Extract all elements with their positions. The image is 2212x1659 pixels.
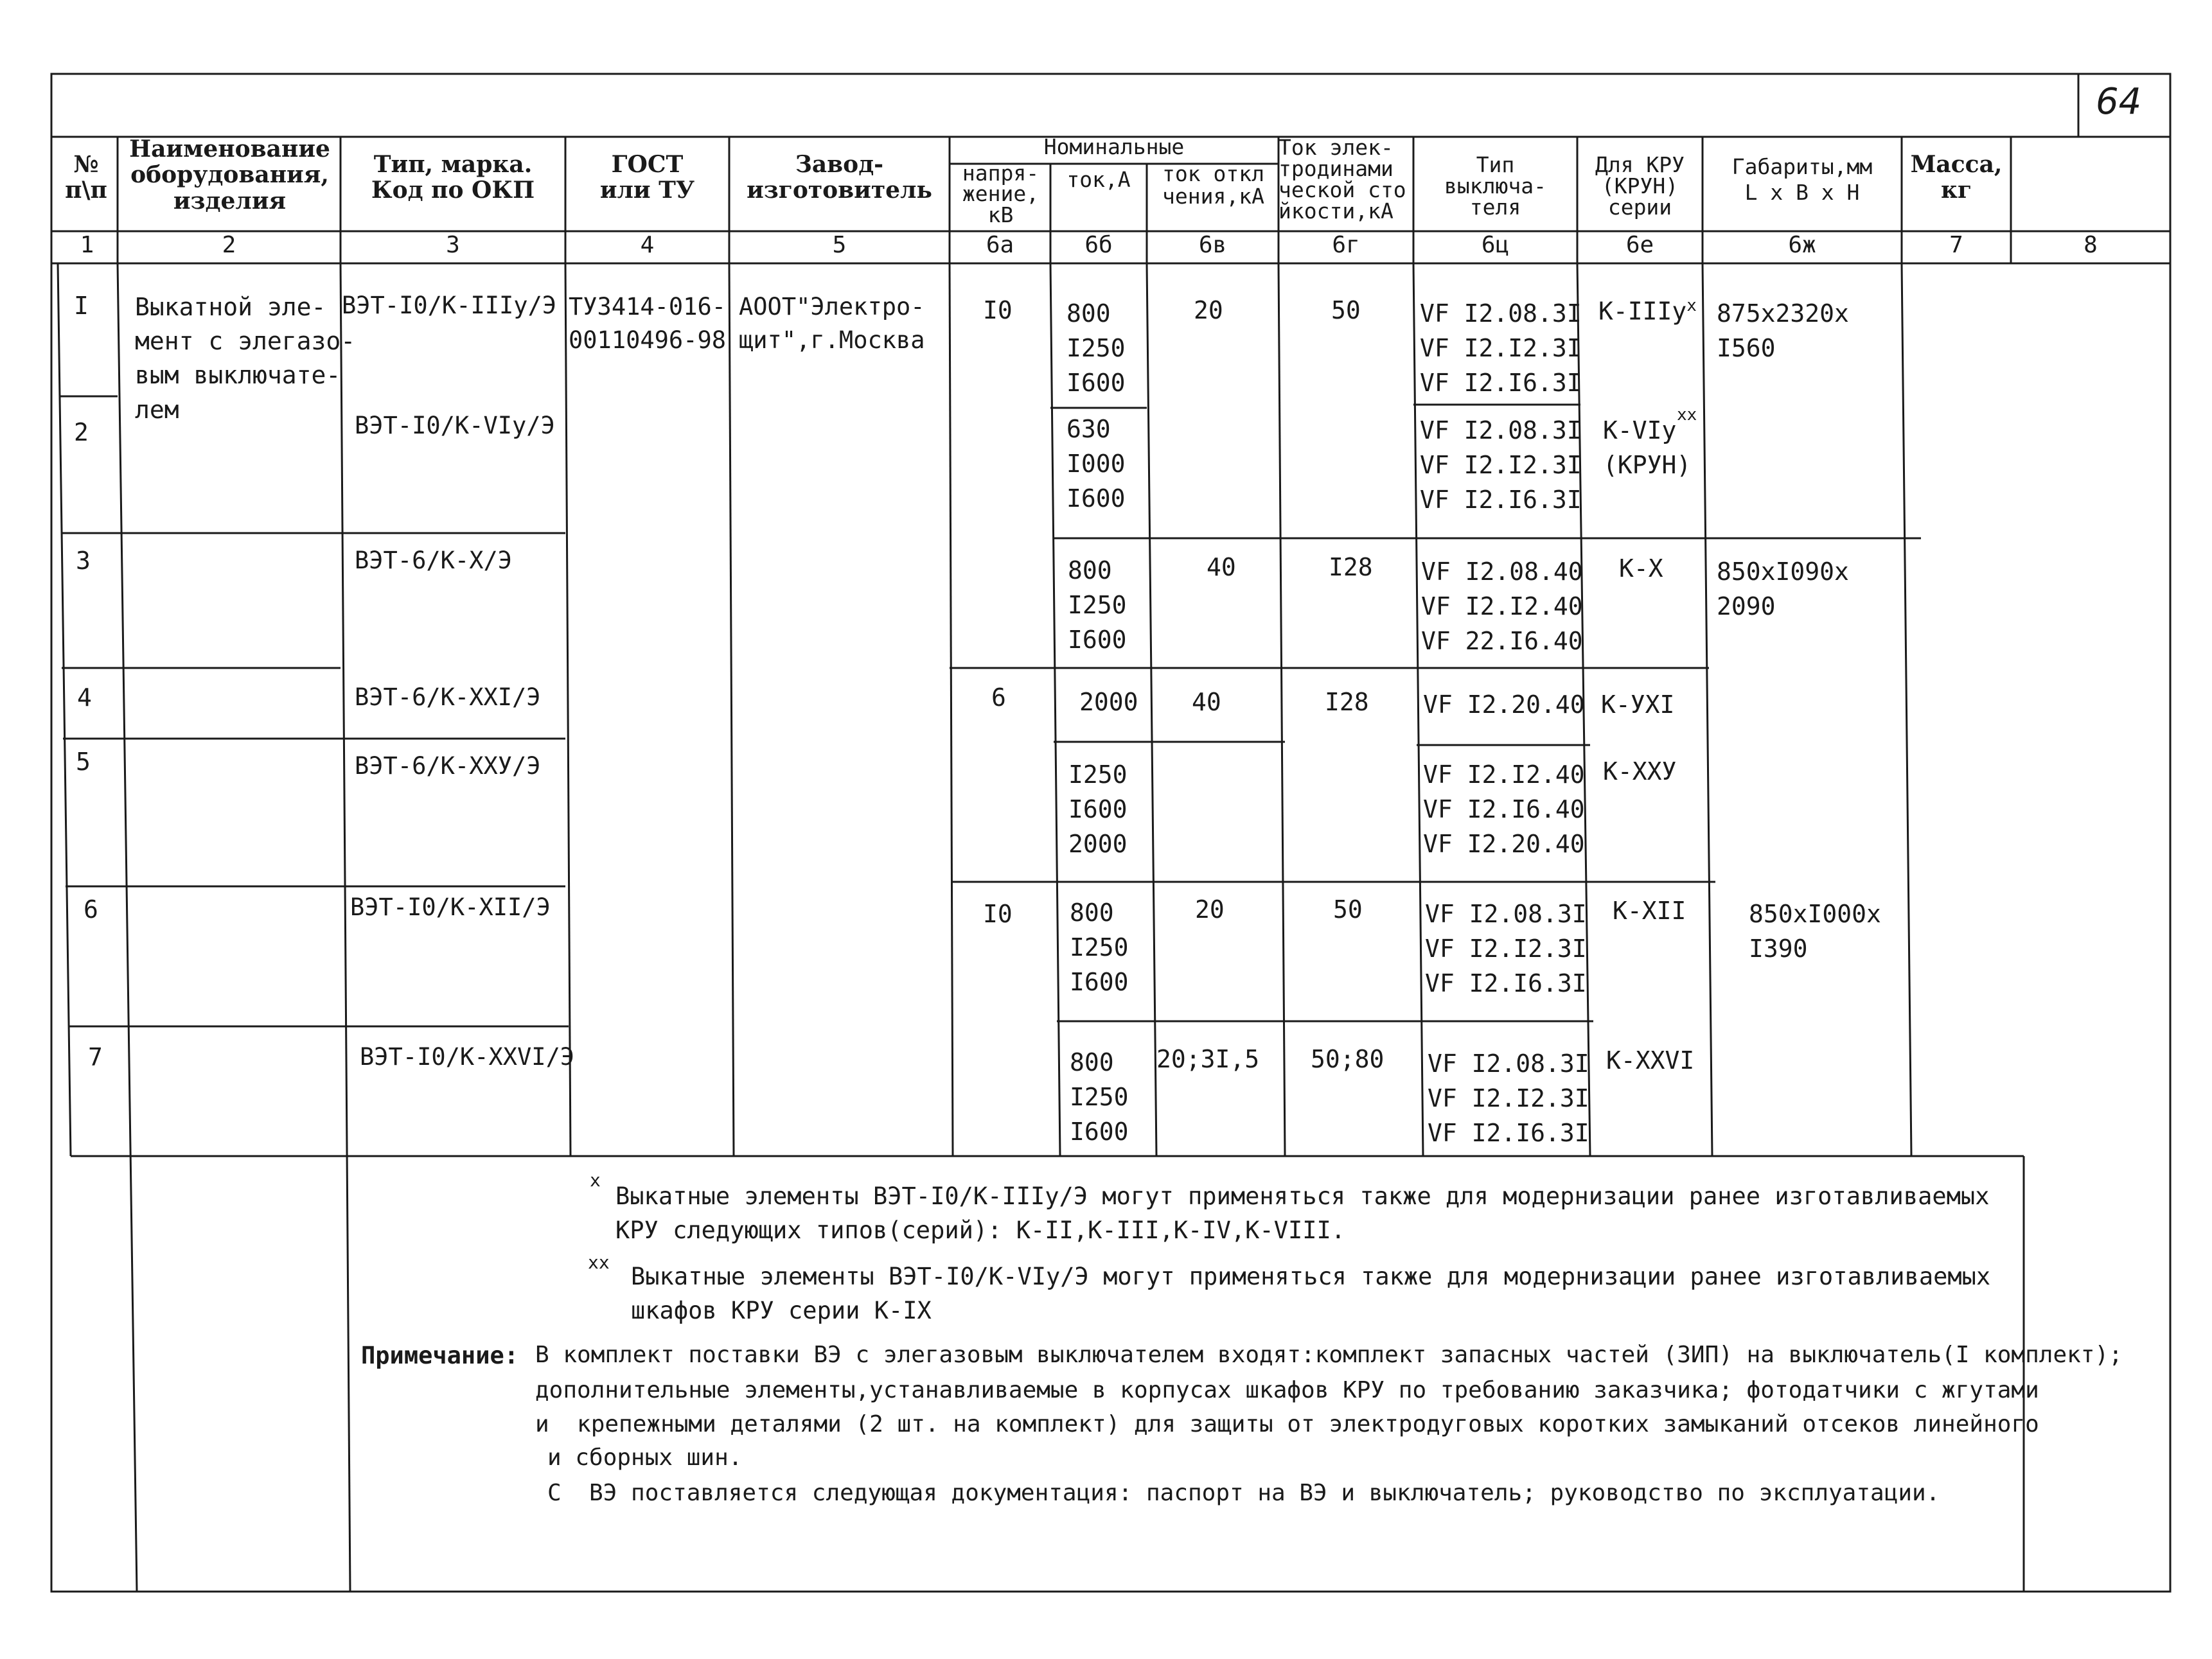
row-5-number: 5 bbox=[76, 748, 91, 776]
colnum-6a: 6а bbox=[986, 232, 1014, 258]
row-4-dynamic-current: I28 bbox=[1325, 688, 1369, 716]
row-2-switch-type: VF I2.08.3I VF I2.I2.3I VF I2.I6.3I bbox=[1420, 416, 1582, 514]
header-col-2: Наименование оборудования, изделия bbox=[129, 136, 330, 215]
footnote-mark-x: x bbox=[1686, 296, 1697, 315]
row-3-kru-series: К-X bbox=[1619, 554, 1663, 583]
row-6-voltage: I0 bbox=[983, 900, 1013, 928]
header-col-3: Тип, марка. Код по ОКП bbox=[371, 151, 535, 204]
row-4-kru-series: К-УXI bbox=[1601, 690, 1675, 719]
row-3-current: 800 I250 I600 bbox=[1068, 556, 1127, 654]
row-2-type: ВЭТ-I0/К-VIу/Э bbox=[355, 412, 555, 439]
row-3-dimensions: 850xI090x 2090 bbox=[1717, 557, 1849, 620]
row-7-switch-type: VF I2.08.3I VF I2.I2.3I VF I2.I6.3I bbox=[1428, 1049, 1589, 1147]
row-6-dimensions: 850xI000x I390 bbox=[1749, 900, 1881, 963]
equipment-name: Выкатной эле- мент с элегазо- вым выключате- лем bbox=[135, 293, 356, 424]
colnum-6zh: 6ж bbox=[1788, 232, 1816, 258]
page-number: 64 bbox=[2096, 81, 2142, 123]
row-6-number: 6 bbox=[84, 895, 98, 924]
row-3-type: ВЭТ-6/К-X/Э bbox=[355, 547, 513, 574]
gost-spec: ТУ3414-016- 00110496-98 bbox=[569, 293, 727, 354]
footnote-2-mark: xx bbox=[588, 1252, 610, 1273]
colnum-3: 3 bbox=[446, 232, 460, 258]
row-3-dynamic-current: I28 bbox=[1329, 553, 1373, 581]
row-5-switch-type: VF I2.I2.40 VF I2.I6.40 VF I2.20.40 bbox=[1423, 760, 1585, 858]
row-1-kru-series: К-IIIу$^x$ bbox=[1598, 296, 1697, 326]
row-7-dynamic-current: 50;80 bbox=[1311, 1045, 1385, 1073]
footnote-1-line-1: Выкатные элементы ВЭТ-I0/К-IIIу/Э могут применяться также для модернизации ранее изготавливаемых bbox=[615, 1182, 1990, 1210]
row-2-kru-series: К-VIу (КРУН) bbox=[1603, 416, 1692, 479]
note-line-3: и крепежными деталями (2 шт. на комплект) для защиты от электродуговых коротких замыканий отсеков линейного bbox=[535, 1411, 2039, 1437]
colnum-6d: 6ц bbox=[1481, 232, 1510, 258]
row-1-number: I bbox=[74, 292, 89, 320]
header-col-6d: Тип выключа- теля bbox=[1444, 152, 1546, 220]
row-6-type: ВЭТ-I0/К-XII/Э bbox=[350, 893, 551, 921]
footnote-mark-xx: xx bbox=[1677, 405, 1697, 425]
colnum-6v: 6в bbox=[1198, 232, 1227, 258]
row-6-break-current: 20 bbox=[1195, 895, 1225, 924]
row-4-type: ВЭТ-6/К-XXI/Э bbox=[355, 683, 541, 711]
footnote-2-line-1: Выкатные элементы ВЭТ-I0/К-VIу/Э могут применяться также для модернизации ранее изготавливаемых bbox=[631, 1263, 1991, 1290]
header-col-6v: ток откл чения,кА bbox=[1162, 161, 1264, 209]
row-6-dynamic-current: 50 bbox=[1333, 895, 1363, 924]
note-label: Примечание: bbox=[361, 1342, 519, 1369]
header-col-6g: Ток элек- тродинами ческой сто йкости,кА bbox=[1279, 135, 1406, 224]
row-6-kru-series: К-XII bbox=[1613, 897, 1686, 925]
footnote-1-mark: x bbox=[590, 1170, 601, 1191]
header-col-6b: ток,А bbox=[1066, 167, 1131, 192]
footnote-2-line-2: шкафов КРУ серии К-IX bbox=[631, 1297, 932, 1324]
row-1-dynamic-current: 50 bbox=[1331, 296, 1361, 324]
colnum-7: 7 bbox=[1949, 232, 1963, 258]
row-5-type: ВЭТ-6/К-XXУ/Э bbox=[355, 752, 541, 780]
note-line-2: дополнительные элементы,устанавливаемые в корпусах шкафов КРУ по требованию заказчика; фотодатчики с жгутами bbox=[535, 1377, 2039, 1403]
note-line-5: С ВЭ поставляется следующая документация: паспорт на ВЭ и выключатель; руководство по эксплуатации. bbox=[547, 1480, 1940, 1506]
row-7-type: ВЭТ-I0/К-XXVI/Э bbox=[360, 1043, 575, 1071]
row-6-current: 800 I250 I600 bbox=[1070, 899, 1129, 996]
row-4-switch-type: VF I2.20.40 bbox=[1423, 690, 1585, 719]
row-4-number: 4 bbox=[77, 683, 92, 712]
header-col-4: ГОСТ или ТУ bbox=[599, 151, 695, 204]
row-4-voltage: 6 bbox=[991, 683, 1006, 712]
row-2-current: 630 I000 I600 bbox=[1066, 415, 1126, 513]
header-col-1: № п\п bbox=[65, 151, 107, 204]
colnum-6b: 6б bbox=[1084, 232, 1113, 258]
colnum-6e: 6е bbox=[1625, 232, 1654, 258]
row-1-type: ВЭТ-I0/К-IIIу/Э bbox=[342, 292, 557, 319]
row-7-current: 800 I250 I600 bbox=[1070, 1048, 1129, 1146]
row-1-break-current: 20 bbox=[1194, 296, 1223, 324]
header-col-6zh: Габариты,мм L x B x H bbox=[1731, 154, 1873, 205]
header-col-7: Масса, кг bbox=[1910, 151, 2003, 204]
row-1-current: 800 I250 I600 bbox=[1066, 299, 1126, 397]
note-line-4: и сборных шин. bbox=[547, 1444, 743, 1471]
row-3-number: 3 bbox=[76, 547, 91, 575]
row-6-switch-type: VF I2.08.3I VF I2.I2.3I VF I2.I6.3I bbox=[1425, 900, 1587, 997]
row-4-current: 2000 bbox=[1079, 688, 1138, 716]
row-1-dimensions: 875x2320x I560 bbox=[1717, 299, 1849, 362]
header-col-5: Завод- изготовитель bbox=[747, 151, 932, 204]
colnum-8: 8 bbox=[2084, 232, 2098, 258]
row-5-current: I250 I600 2000 bbox=[1068, 760, 1128, 858]
row-1-switch-type: VF I2.08.3I VF I2.I2.3I VF I2.I6.3I bbox=[1420, 299, 1582, 397]
row-3-break-current: 40 bbox=[1207, 553, 1236, 581]
row-7-break-current: 20;3I,5 bbox=[1156, 1045, 1260, 1073]
header-nominal: Номинальные bbox=[1043, 134, 1185, 159]
row-3-switch-type: VF I2.08.40 VF I2.I2.40 VF 22.I6.40 bbox=[1421, 557, 1583, 655]
colnum-2: 2 bbox=[222, 232, 236, 258]
row-5-kru-series: К-XXУ bbox=[1603, 757, 1677, 786]
row-7-number: 7 bbox=[88, 1043, 103, 1071]
footnote-1-line-2: КРУ следующих типов(серий): К-II,К-III,К-IV,К-VIII. bbox=[615, 1216, 1346, 1244]
note-line-1: В комплект поставки ВЭ с элегазовым выключателем входят:комплект запасных частей (ЗИП) на выключатель(I комплект); bbox=[535, 1342, 2123, 1368]
colnum-1: 1 bbox=[80, 232, 94, 258]
colnum-5: 5 bbox=[832, 232, 847, 258]
header-col-6a: напря- жение, кВ bbox=[962, 161, 1040, 227]
row-1-voltage: I0 bbox=[983, 296, 1013, 324]
row-7-kru-series: К-XXVI bbox=[1606, 1046, 1695, 1075]
row-4-break-current: 40 bbox=[1192, 688, 1221, 716]
row-2-number: 2 bbox=[74, 418, 89, 446]
colnum-4: 4 bbox=[640, 232, 655, 258]
manufacturer: АООТ"Электро- щит",г.Москва bbox=[739, 293, 925, 354]
header-col-6e: Для КРУ (КРУН) серии bbox=[1595, 152, 1685, 220]
colnum-6g: 6г bbox=[1332, 232, 1360, 258]
